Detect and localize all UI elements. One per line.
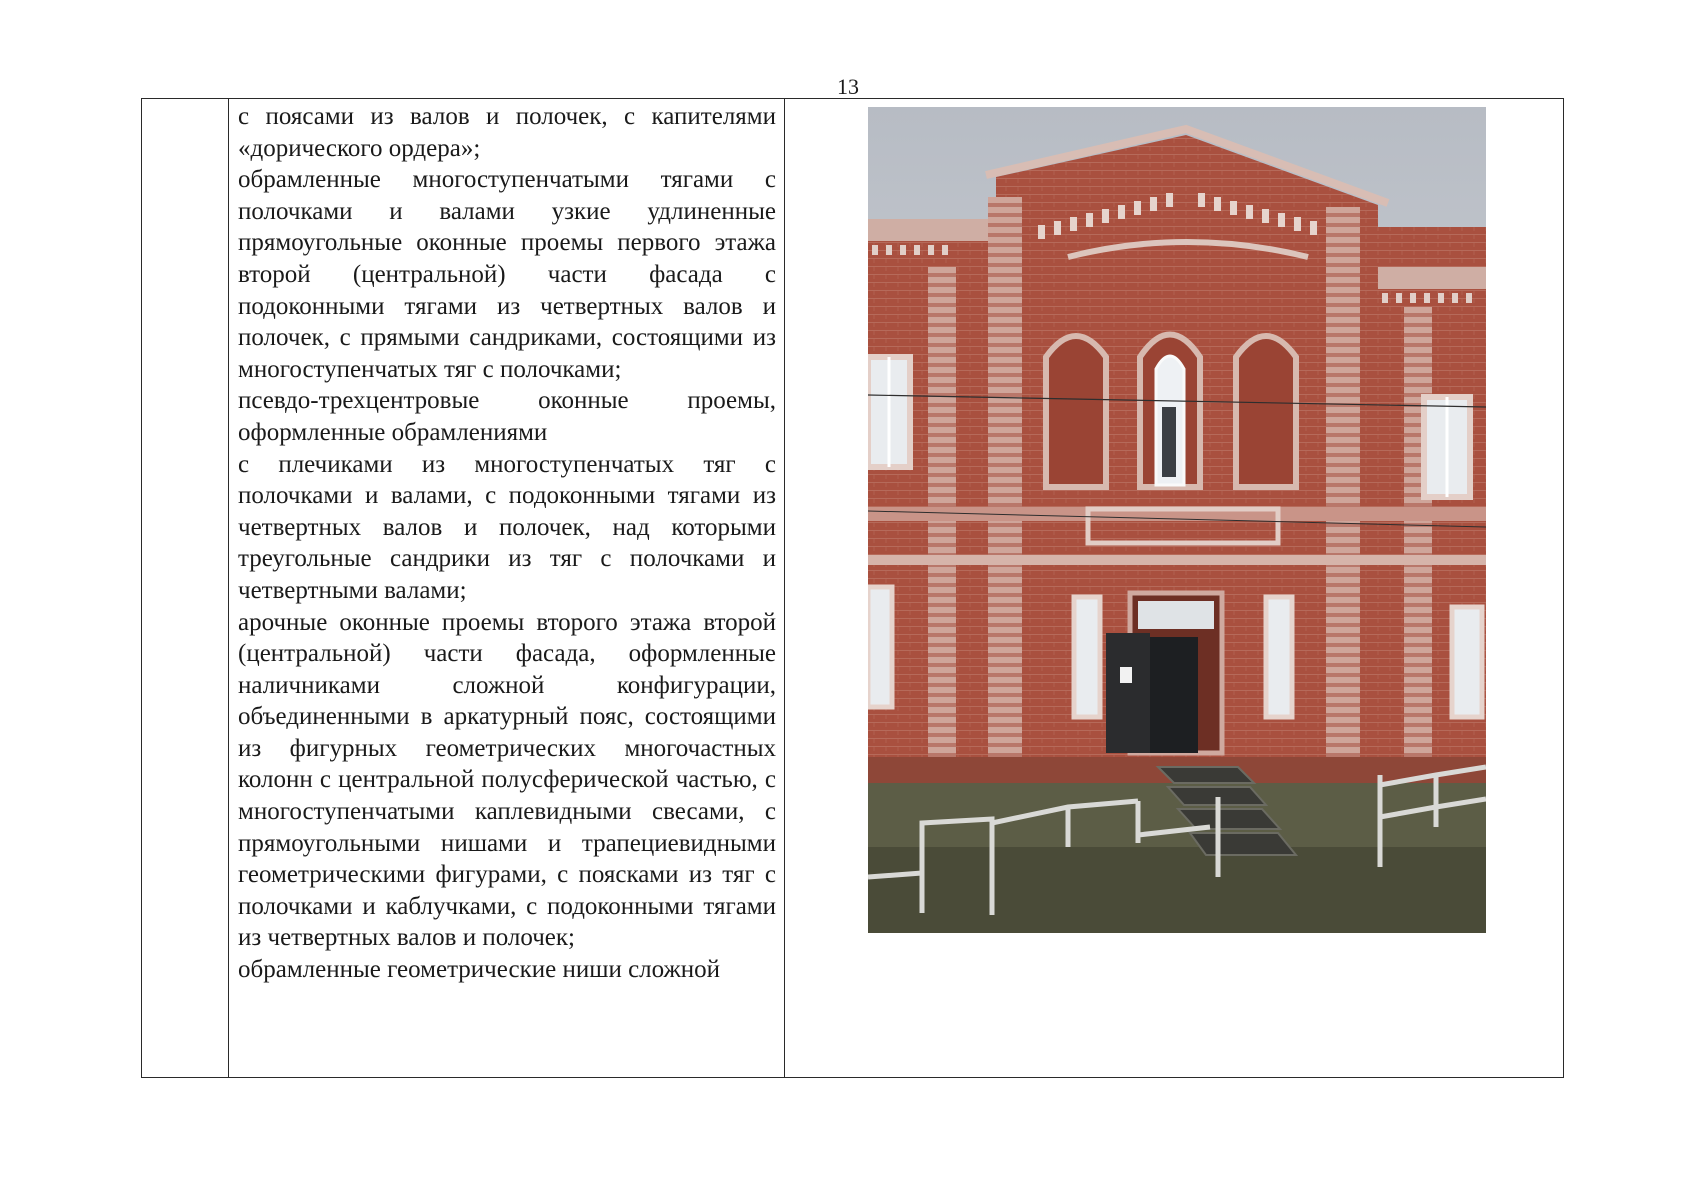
column-divider-left [228,99,229,1077]
description-paragraph: с поясами из валов и полочек, с капителями «дорического ордера»; [238,103,776,162]
architectural-description-text [238,101,776,986]
column-divider-right [784,99,785,1077]
description-paragraph: псевдо-трехцентровые оконные проемы, оформленные обрамлениями [238,387,776,446]
description-table [141,98,1564,1078]
building-facade-photo [868,107,1486,933]
description-paragraph: арочные оконные проемы второго этажа второй (центральной) части фасада, оформленные наличниками сложной конфигурации, объединенными в аркатурный пояс, состоящими из фигурных геометрических многочастных колонн с центральной полусферической частью, с многоступенчатыми каплевидными свесами, с прямоугольными нишами и трапециевидными геометрическими фигурами, с поясками из тяг с полочками и каблучками, с подоконными тягами из четвертных валов и полочек; [238,608,776,952]
description-paragraph: обрамленные геометрические ниши сложной [238,956,721,984]
description-paragraph: обрамленные многоступенчатыми тягами с полочками и валами узкие удлиненные прямоугольные оконные проемы первого этажа второй (центральной) части фасада с подоконными тягами из четвертных валов и полочек, с прямыми сандриками, состоящими из многоступенчатых тяг с полочками; [238,166,776,383]
page-number: 13 [837,74,859,99]
description-paragraph: с плечиками из многоступенчатых тяг с полочками и валами, с подоконными тягами из четвертных валов и полочек, над которыми треугольные сандрики из тяг с полочками и четвертными валами; [238,450,776,604]
